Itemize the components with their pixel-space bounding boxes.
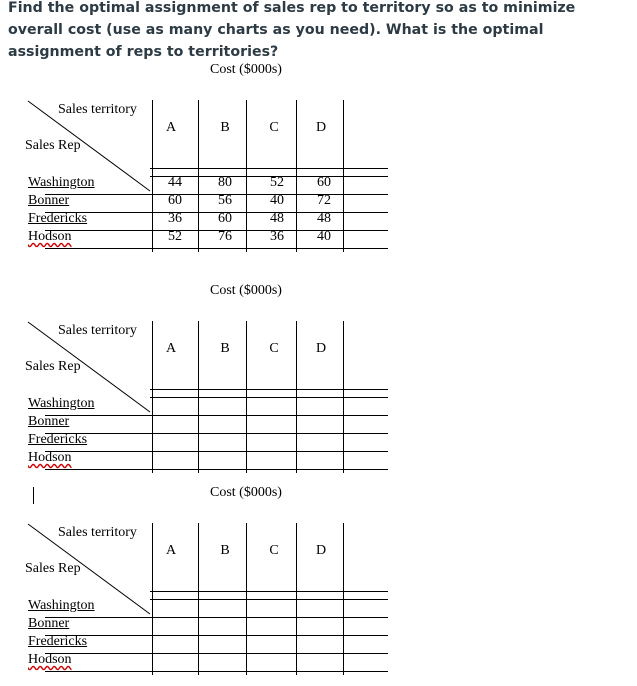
cost-table-3 [0, 485, 637, 675]
column-header-a: A [165, 341, 177, 356]
cost-cell[interactable]: 60 [317, 175, 331, 190]
column-header-c: C [269, 120, 279, 135]
table-caption: Cost ($000s) [210, 62, 282, 77]
corner-label-sales-rep: Sales Rep [25, 359, 81, 374]
rep-name-fredericks: Fredericks [28, 432, 88, 447]
cost-table-1 [0, 62, 637, 252]
row-rule [45, 469, 388, 470]
corner-label-territory: Sales territory [58, 323, 137, 338]
header-rule [150, 591, 388, 592]
row-rule [45, 617, 388, 618]
row-rule [45, 653, 388, 654]
corner-label-sales-rep: Sales Rep [25, 138, 81, 153]
column-header-a: A [165, 120, 177, 135]
rep-name-washington: Washington [28, 598, 95, 613]
cost-cell[interactable]: 40 [317, 229, 331, 244]
corner-label-territory: Sales territory [58, 102, 137, 117]
header-rule [150, 168, 388, 169]
corner-label-territory: Sales territory [58, 525, 137, 540]
cost-table-2 [0, 283, 637, 473]
column-header-d: D [315, 341, 327, 356]
row-rule [45, 433, 388, 434]
cost-cell[interactable]: 36 [270, 229, 284, 244]
cost-cell[interactable]: 48 [270, 211, 284, 226]
rep-name-fredericks: Fredericks [28, 211, 88, 226]
rep-name-washington: Washington [28, 396, 95, 411]
rep-name-washington: Washington [28, 175, 95, 190]
column-header-d: D [315, 120, 327, 135]
row-rule [45, 248, 388, 249]
cost-cell[interactable]: 48 [317, 211, 331, 226]
rep-name-bonner: Bonner [28, 414, 70, 429]
table-caption: Cost ($000s) [210, 283, 282, 298]
text-cursor [33, 487, 34, 504]
header-rule [150, 389, 388, 390]
row-rule [45, 635, 388, 636]
rep-name-hodson: Hodson [28, 450, 72, 465]
column-header-b: B [220, 120, 230, 135]
table-caption: Cost ($000s) [210, 485, 282, 500]
rep-name-hodson: Hodson [28, 229, 72, 244]
column-header-b: B [220, 341, 230, 356]
column-header-a: A [165, 543, 177, 558]
cost-cell[interactable]: 76 [218, 229, 232, 244]
rep-name-bonner: Bonner [28, 616, 70, 631]
rep-name-fredericks: Fredericks [28, 634, 88, 649]
corner-label-sales-rep: Sales Rep [25, 561, 81, 576]
column-header-c: C [269, 543, 279, 558]
row-rule [150, 397, 388, 398]
cost-cell[interactable]: 52 [270, 175, 284, 190]
cost-cell[interactable]: 52 [168, 229, 182, 244]
cost-cell[interactable]: 36 [168, 211, 182, 226]
question-text: Find the optimal assignment of sales rep to territory so as to minimize overall cost (use as many charts as you need). What is the optimal assignment of reps to territories? [8, 0, 576, 60]
column-header-b: B [220, 543, 230, 558]
column-header-d: D [315, 543, 327, 558]
cost-cell[interactable]: 60 [218, 211, 232, 226]
row-rule [150, 599, 388, 600]
cost-cell[interactable]: 40 [270, 193, 284, 208]
row-rule [45, 451, 388, 452]
cost-cell[interactable]: 56 [218, 193, 232, 208]
rep-name-hodson: Hodson [28, 652, 72, 667]
cost-cell[interactable]: 80 [218, 175, 232, 190]
cost-cell[interactable]: 60 [168, 193, 182, 208]
column-header-c: C [269, 341, 279, 356]
rep-name-bonner: Bonner [28, 193, 70, 208]
row-rule [45, 415, 388, 416]
cost-cell[interactable]: 44 [168, 175, 182, 190]
cost-cell[interactable]: 72 [317, 193, 331, 208]
row-rule [45, 671, 388, 672]
